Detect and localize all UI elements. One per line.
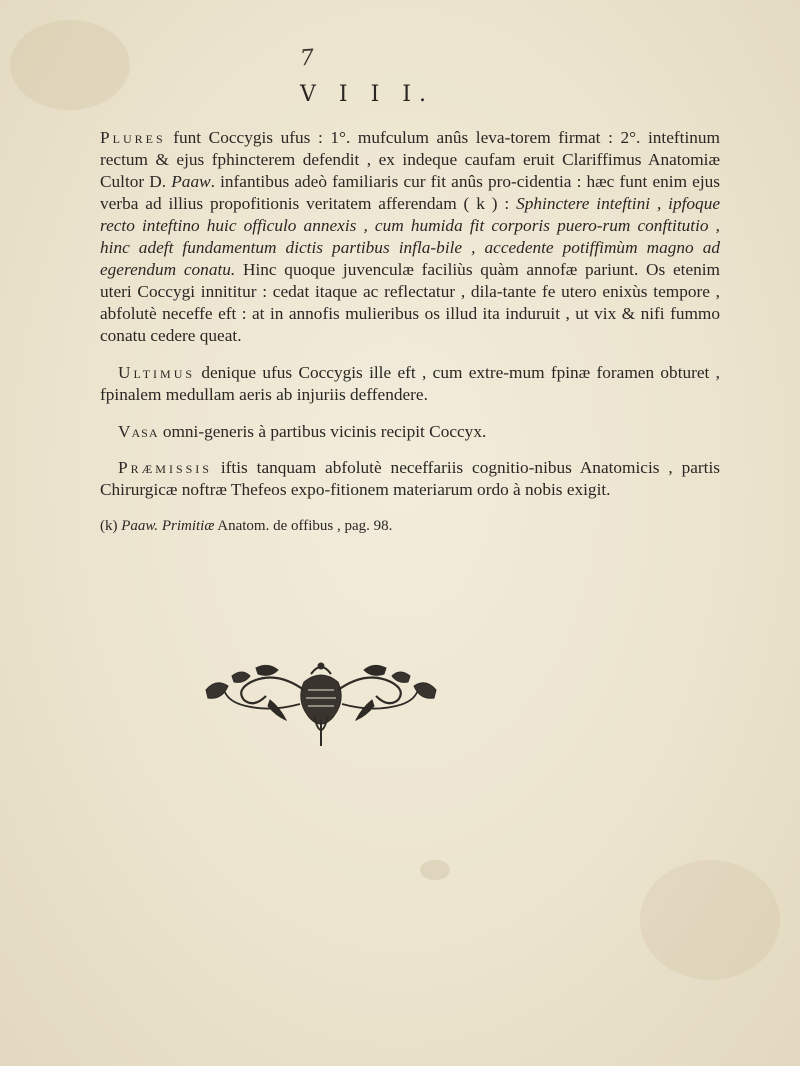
paper-stain bbox=[420, 860, 450, 880]
foliate-tailpiece-icon bbox=[196, 660, 446, 750]
footnote-mark: (k) bbox=[100, 518, 118, 534]
paragraph-3 bbox=[100, 421, 720, 443]
paragraph-text: Hinc quoque juvenculæ faciliùs quàm annofæ pariunt. Os etenim uteri Coccygi innititur : cedat itaque ac reflectatur , dila-tante fe utero enixùs tempore , abfolutè neceffe eft : at in annofis mulieribus os illud ita induruit , ut vix & nifi fummo conatu cedere queat. bbox=[100, 260, 721, 345]
paragraph-text: . infantibus adeò familiaris cur fit anûs pro-cidentia : hæc funt enim ejus verba ad illius propofitionis veritatem afferendam ( k ) : bbox=[100, 172, 720, 213]
paragraph-1 bbox=[100, 127, 720, 347]
footnote bbox=[100, 515, 720, 537]
paragraph-2 bbox=[100, 362, 720, 406]
body-text bbox=[100, 127, 720, 537]
paragraph-lead: Plures bbox=[100, 128, 166, 147]
paragraph-text: funt Coccygis ufus : 1°. mufculum anûs leva-torem firmat : 2°. inteftinum rectum & ejus fphincterem defendit , ex indeque caufam eruit Clariffimus Anatomiæ Cultor D. bbox=[100, 128, 720, 191]
paragraph-text: iftis tanquam abfolutè neceffariis cognitio-nibus Anatomicis , partis Chirurgicæ noftræ Thefeos expo-fitionem materiarum ordo à nobis exigit. bbox=[100, 458, 720, 499]
paragraph-lead: Vasa bbox=[118, 422, 159, 441]
footnote-work: Primitiæ bbox=[161, 518, 215, 534]
footnote-author: Paaw. bbox=[121, 518, 159, 534]
footnote-text: Anatom. de offibus , pag. 98. bbox=[214, 518, 393, 534]
signature-mark: V I I I. bbox=[300, 82, 434, 107]
paper-stain bbox=[10, 20, 130, 110]
handwritten-page-number: 7 bbox=[299, 45, 315, 72]
paper-stain bbox=[640, 860, 780, 980]
author-name: Paaw bbox=[171, 172, 211, 191]
paragraph-text: denique ufus Coccygis ille eft , cum extre-mum fpinæ foramen obturet , fpinalem medullam aeris ab injuriis deffendere. bbox=[100, 363, 720, 404]
quotation: Sphinctere inteftini , ipfoque recto inteftino huic officulo annexis , cum humida fit corporis puero-rum conftitutio , hinc adeft fundamentum dictis partibus infla-bile , accedente potiffimùm magno ad egerendum conatu. bbox=[100, 194, 721, 279]
paragraph-lead: Præmissis bbox=[118, 458, 212, 477]
paragraph-4 bbox=[100, 457, 720, 501]
paragraph-text: omni-generis à partibus vicinis recipit Coccyx. bbox=[158, 422, 487, 441]
paragraph-lead: Ultimus bbox=[118, 363, 196, 382]
